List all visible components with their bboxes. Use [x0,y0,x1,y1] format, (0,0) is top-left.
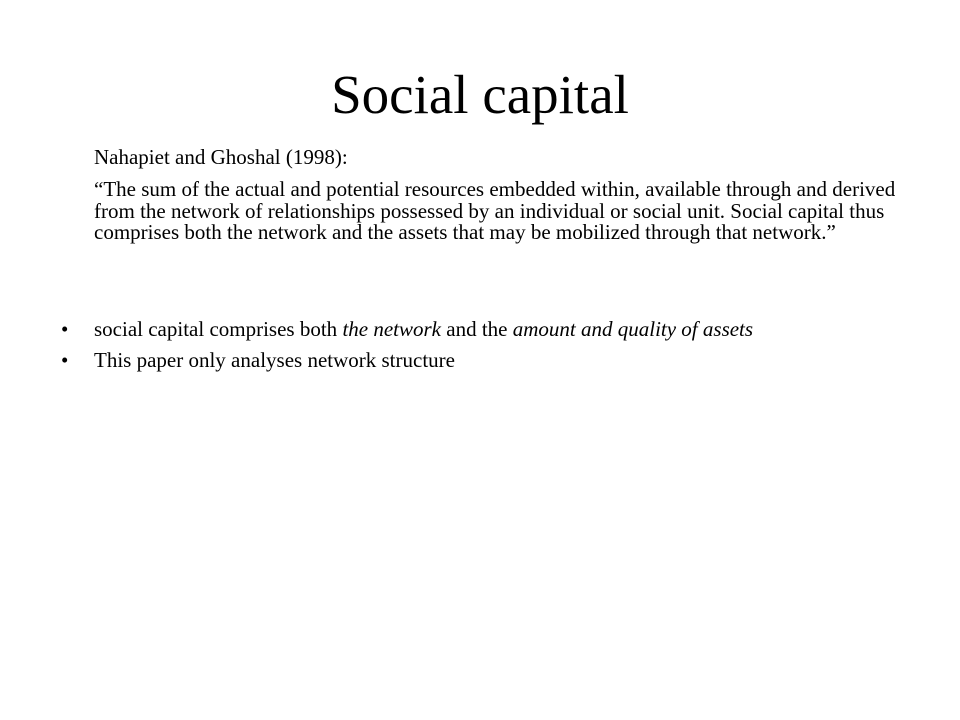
bullet-icon: • [61,348,69,372]
bullet-item-network-structure [0,349,884,372]
bullet-emphasis-network: the network [342,317,441,341]
citation-line: Nahapiet and Ghoshal (1998): [94,145,348,169]
bullet-icon: • [61,317,69,341]
bullet-text: This paper only analyses network structure [94,348,455,372]
slide-title: Social capital [331,64,629,125]
bullet-item-network-assets [0,318,884,341]
bullet-text-part: and the [441,317,513,341]
bullet-text-part: social capital comprises both [94,317,343,341]
bullet-list [0,318,960,380]
bullet-emphasis-assets: amount and quality of assets [512,317,754,341]
definition-quote: “The sum of the actual and potential resources embedded within, available through and derived from the network of relationships possessed by an individual or social unit. Social capital thus comprises both the network and the assets that may be mobilized through that network.” [94,177,896,244]
